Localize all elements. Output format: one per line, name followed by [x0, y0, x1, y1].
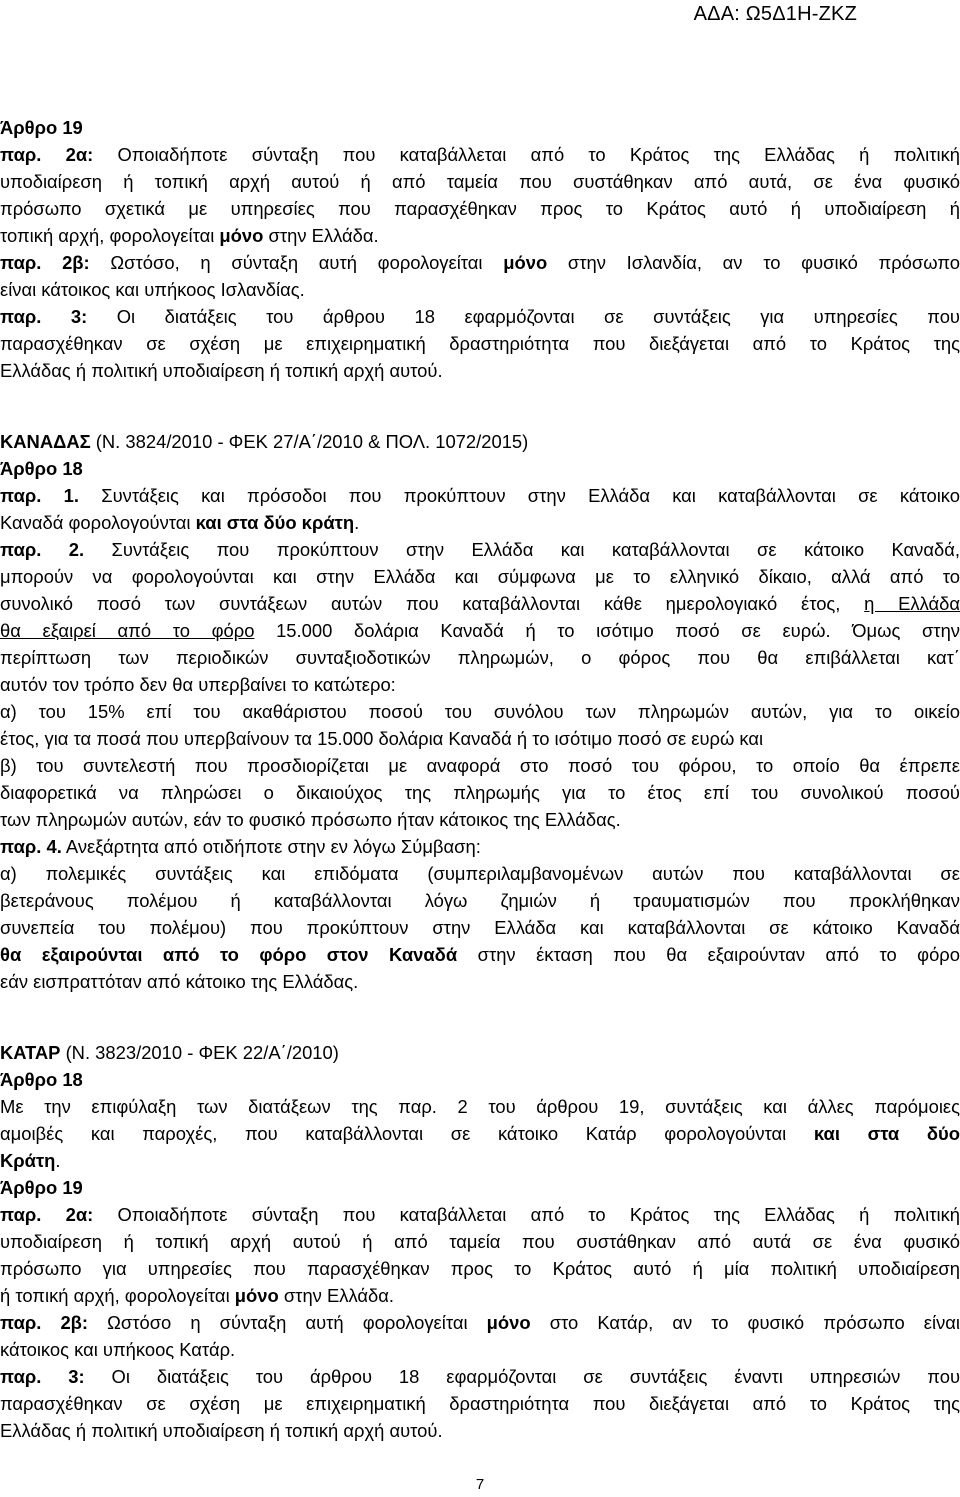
- text-span: κάτοικος και υπήκοος Κατάρ.: [0, 1339, 236, 1360]
- text-span: στην έκταση που θα εξαιρούνταν από το φόρο: [457, 944, 960, 965]
- text-span: ή τοπική αρχή, φορολογείται: [0, 1285, 235, 1306]
- bold-text: Άρθρο 19: [0, 1177, 83, 1198]
- text-line: [0, 361, 960, 381]
- page-number: 7: [475, 1476, 485, 1493]
- text-line: [0, 729, 960, 749]
- text-span: Οι διατάξεις του άρθρου 18 εφαρμόζονται σε συντάξεις για υπηρεσίες που: [87, 306, 960, 327]
- text-span: διαφορετικά να πληρώσει ο δικαιούχος της πληρωμής για το έτος επί του συνολικού ποσού: [0, 782, 960, 803]
- text-span: των πληρωμών αυτών, εάν το φυσικό πρόσωπο ήταν κάτοικος της Ελλάδας.: [0, 809, 621, 830]
- bold-text: παρ. 2α:: [0, 1204, 94, 1225]
- bold-text: θα εξαιρούνται από το φόρο στον Καναδά: [0, 944, 458, 965]
- text-span: Ανεξάρτητα από οτιδήποτε στην εν λόγω Σύμβαση:: [61, 836, 481, 857]
- text-line: [0, 334, 960, 354]
- text-line: [0, 1286, 960, 1306]
- underlined-text: θα εξαιρεί από το φόρο: [0, 620, 255, 641]
- text-line: [0, 172, 960, 192]
- bold-text: παρ. 2α:: [0, 144, 94, 165]
- bold-text: παρ. 4.: [0, 836, 62, 857]
- text-span: στο Κατάρ, αν το φυσικό πρόσωπο είναι: [530, 1312, 960, 1333]
- text-line: [0, 118, 960, 138]
- bold-text: Άρθρο 19: [0, 117, 83, 138]
- text-span: παρασχέθηκαν σε σχέση με επιχειρηματική δραστηριότητα που διεξάγεται από το Κράτος της: [0, 1393, 960, 1414]
- text-span: α) πολεμικές συντάξεις και επιδόματα (συμπεριλαμβανομένων αυτών που καταβάλλονται σε: [0, 863, 960, 884]
- bold-text: Άρθρο 18: [0, 1069, 83, 1090]
- text-span: στην Ισλανδία, αν το φυσικό πρόσωπο: [547, 252, 960, 273]
- bold-text: μόνο: [219, 225, 264, 246]
- text-span: συνολικό ποσό των συντάξεων αυτών που καταβάλλονται κάθε ημερολογιακό έτος,: [0, 593, 865, 614]
- text-line: [0, 945, 960, 965]
- text-span: .: [354, 512, 360, 533]
- text-span: Οποιαδήποτε σύνταξη που καταβάλλεται από το Κράτος της Ελλάδας ή πολιτική: [93, 144, 960, 165]
- text-span: εάν εισπραττόταν από κάτοικο της Ελλάδας.: [0, 971, 359, 992]
- text-line: [0, 513, 960, 533]
- text-line: [0, 837, 960, 857]
- text-line: [0, 648, 960, 668]
- text-line: [0, 253, 960, 273]
- bold-text: παρ. 3:: [0, 1366, 85, 1387]
- text-line: [0, 1151, 960, 1171]
- bold-text: παρ. 2β:: [0, 1312, 89, 1333]
- text-span: Οι διατάξεις του άρθρου 18 εφαρμόζονται σε συντάξεις έναντι υπηρεσιών που: [84, 1366, 960, 1387]
- text-line: [0, 594, 960, 614]
- bold-text: παρ. 1.: [0, 485, 79, 506]
- text-span: 15.000 δολάρια Καναδά ή το ισότιμο ποσό σε ευρώ. Όμως στην: [254, 620, 960, 641]
- bold-text: παρ. 2.: [0, 539, 85, 560]
- bold-text: και στα δύο κράτη: [195, 512, 355, 533]
- text-span: περίπτωση των περιοδικών συνταξιοδοτικών πληρωμών, ο φόρος που θα επιβάλλεται κατ΄: [0, 647, 960, 668]
- text-line: [0, 226, 960, 246]
- text-line: [0, 783, 960, 803]
- text-span: στην Ελλάδα.: [278, 1285, 394, 1306]
- text-span: πρόσωπο για υπηρεσίες που παρασχέθηκαν προς το Κράτος αυτό ή μία πολιτική υποδιαίρεση: [0, 1258, 960, 1279]
- text-span: υποδιαίρεση ή τοπική αρχή αυτού ή από ταμεία που συστάθηκαν από αυτά σε ένα φυσικό: [0, 1231, 960, 1252]
- text-span: τοπική αρχή, φορολογείται: [0, 225, 220, 246]
- text-span: Οποιαδήποτε σύνταξη που καταβάλλεται από το Κράτος της Ελλάδας ή πολιτική: [93, 1204, 960, 1225]
- bold-text: και στα δύο: [813, 1123, 960, 1144]
- text-span: Ωστόσο, η σύνταξη αυτή φορολογείται: [89, 252, 504, 273]
- text-span: (Ν. 3823/2010 - ΦΕΚ 22/Α΄/2010): [60, 1042, 339, 1063]
- bold-text: Κράτη: [0, 1150, 56, 1171]
- text-line: [0, 1205, 960, 1225]
- text-span: βετεράνους πολέμου ή καταβάλλονται λόγω ζημιών ή τραυματισμών που προκλήθηκαν: [0, 890, 960, 911]
- text-span: πρόσωπο σχετικά με υπηρεσίες που παρασχέθηκαν προς το Κράτος αυτό ή υποδιαίρεση ή: [0, 198, 960, 219]
- text-line: [0, 486, 960, 506]
- text-line: [0, 675, 960, 695]
- text-line: [0, 567, 960, 587]
- underlined-text: η Ελλάδα: [864, 593, 960, 614]
- text-line: [0, 1124, 960, 1144]
- text-span: αυτόν τον τρόπο δεν θα υπερβαίνει το κατώτερο:: [0, 674, 396, 695]
- bold-text: παρ. 2β:: [0, 252, 90, 273]
- bold-text: ΚΑΤΑΡ: [0, 1042, 61, 1063]
- text-span: συνεπεία του πολέμου) που προκύπτουν στην Ελλάδα και καταβάλλονται σε κάτοικο Καναδά: [0, 917, 960, 938]
- text-span: είναι κάτοικος και υπήκοος Ισλανδίας.: [0, 279, 305, 300]
- text-line: [0, 891, 960, 911]
- text-line: [0, 810, 960, 830]
- bold-text: μόνο: [486, 1312, 531, 1333]
- text-span: Συντάξεις που προκύπτουν στην Ελλάδα και καταβάλλονται σε κάτοικο Καναδά,: [84, 539, 960, 560]
- text-line: [0, 199, 960, 219]
- text-span: Ελλάδας ή πολιτική υποδιαίρεση ή τοπική αρχή αυτού.: [0, 360, 443, 381]
- text-line: [0, 1367, 960, 1387]
- text-span: υποδιαίρεση ή τοπική αρχή αυτού ή από ταμεία που συστάθηκαν από αυτά, σε ένα φυσικό: [0, 171, 960, 192]
- text-line: [0, 972, 960, 992]
- text-span: μπορούν να φορολογούνται και στην Ελλάδα και σύμφωνα με το ελληνικό δίκαιο, αλλά από το: [0, 566, 960, 587]
- bold-text: μόνο: [234, 1285, 279, 1306]
- document-header-code: ΑΔΑ: Ω5Δ1Η-ΖΚΖ: [693, 3, 857, 25]
- text-span: Με την επιφύλαξη των διατάξεων της παρ. 2 του άρθρου 19, συντάξεις και άλλες παρόμοιες: [0, 1096, 960, 1117]
- bold-text: παρ. 3:: [0, 306, 88, 327]
- text-line: [0, 864, 960, 884]
- text-line: [0, 307, 960, 327]
- text-line: [0, 1232, 960, 1252]
- text-span: (Ν. 3824/2010 - ΦΕΚ 27/Α΄/2010 & ΠΟΛ. 1072/2015): [90, 431, 529, 452]
- text-line: [0, 1340, 960, 1360]
- text-span: στην Ελλάδα.: [263, 225, 379, 246]
- bold-text: μόνο: [503, 252, 548, 273]
- text-line: [0, 621, 960, 641]
- bold-text: ΚΑΝΑΔΑΣ: [0, 431, 91, 452]
- text-span: α) του 15% επί του ακαθάριστου ποσού του συνόλου των πληρωμών αυτών, για το οικείο: [0, 701, 960, 722]
- text-span: παρασχέθηκαν σε σχέση με επιχειρηματική δραστηριότητα που διεξάγεται από το Κράτος της: [0, 333, 960, 354]
- text-line: [0, 1070, 960, 1090]
- text-line: [0, 145, 960, 165]
- text-line: [0, 459, 960, 479]
- text-line: [0, 280, 960, 300]
- text-span: Ελλάδας ή πολιτική υποδιαίρεση ή τοπική αρχή αυτού.: [0, 1420, 443, 1441]
- text-line: [0, 1043, 960, 1063]
- text-span: .: [55, 1150, 61, 1171]
- text-line: [0, 1178, 960, 1198]
- text-span: αμοιβές και παροχές, που καταβάλλονται σε κάτοικο Κατάρ φορολογούνται: [0, 1123, 814, 1144]
- text-span: Ωστόσο η σύνταξη αυτή φορολογείται: [88, 1312, 487, 1333]
- text-line: [0, 1394, 960, 1414]
- text-span: έτος, για τα ποσά που υπερβαίνουν τα 15.000 δολάρια Καναδά ή το ισότιμο ποσό σε ευρώ και: [0, 728, 764, 749]
- text-span: Καναδά φορολογούνται: [0, 512, 196, 533]
- bold-text: Άρθρο 18: [0, 458, 83, 479]
- text-line: [0, 1097, 960, 1117]
- text-line: [0, 756, 960, 776]
- text-line: [0, 702, 960, 722]
- text-line: [0, 918, 960, 938]
- text-line: [0, 1421, 960, 1441]
- text-span: Συντάξεις και πρόσοδοι που προκύπτουν στην Ελλάδα και καταβάλλονται σε κάτοικο: [78, 485, 960, 506]
- text-line: [0, 432, 960, 452]
- text-line: [0, 1313, 960, 1333]
- text-line: [0, 540, 960, 560]
- text-span: β) του συντελεστή που προσδιορίζεται με αναφορά στο ποσό του φόρου, το οποίο θα έπρεπε: [0, 755, 960, 776]
- text-line: [0, 1259, 960, 1279]
